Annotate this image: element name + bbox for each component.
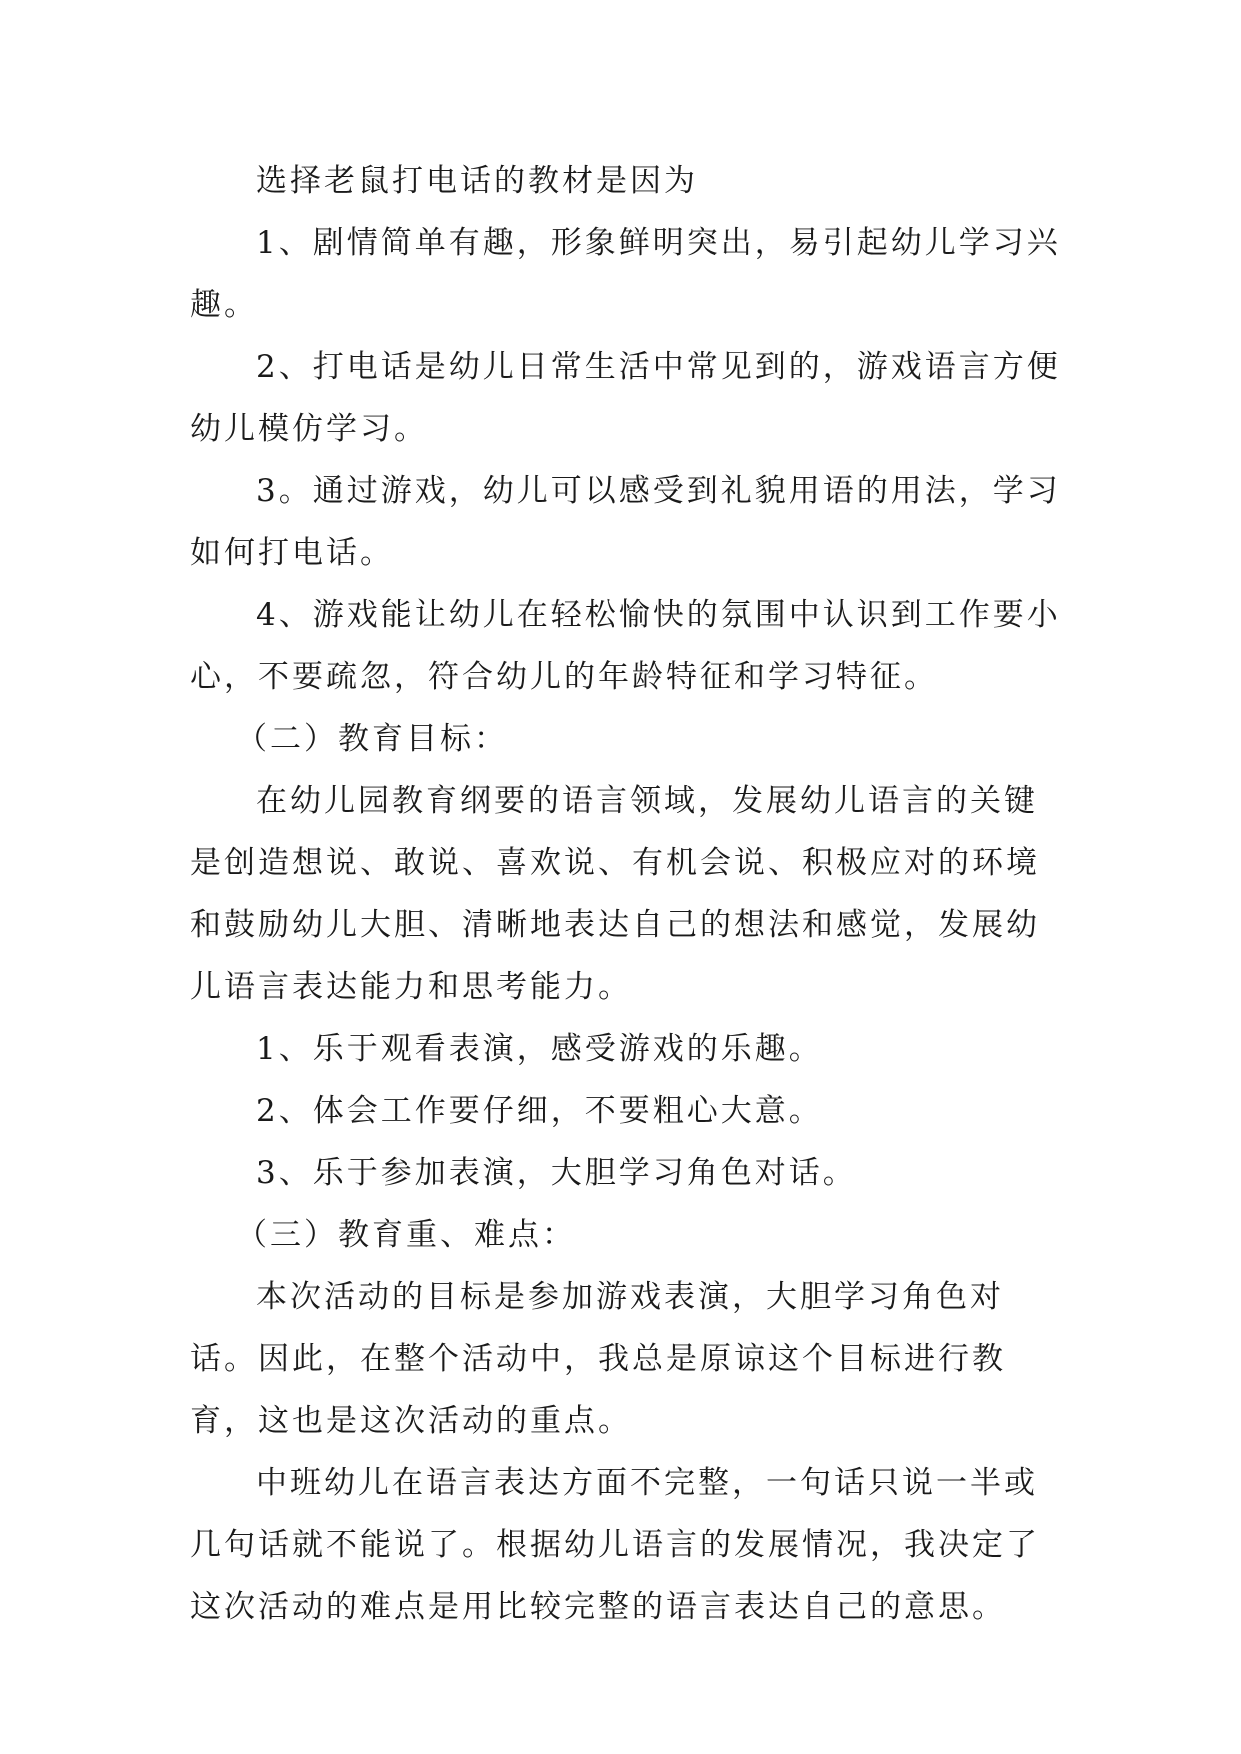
- paragraph-reason-4: 4、游戏能让幼儿在轻松愉快的氛围中认识到工作要小心，不要疏忽，符合幼儿的年龄特征和学习特征。: [190, 597, 1061, 695]
- paragraph-reason-3: 3。通过游戏，幼儿可以感受到礼貌用语的用法，学习如何打电话。: [190, 473, 1061, 571]
- paragraph-intro: 选择老鼠打电话的教材是因为: [256, 163, 698, 199]
- paragraph-reason-1: 1、剧情简单有趣，形象鲜明突出，易引起幼儿学习兴趣。: [190, 225, 1061, 323]
- section-heading-goals: （二）教育目标：: [236, 721, 508, 757]
- document-body: [190, 150, 1070, 1638]
- paragraph-difficulty: 中班幼儿在语言表达方面不完整，一句话只说一半或几句话就不能说了。根据幼儿语言的发展情况，我决定了这次活动的难点是用比较完整的语言表达自己的意思。: [190, 1465, 1040, 1625]
- paragraph-goals-intro: 在幼儿园教育纲要的语言领域，发展幼儿语言的关键是创造想说、敢说、喜欢说、有机会说、积极应对的环境和鼓励幼儿大胆、清晰地表达自己的想法和感觉，发展幼儿语言表达能力和思考能力。: [190, 783, 1040, 1005]
- paragraph-goal-3: 3、乐于参加表演，大胆学习角色对话。: [256, 1155, 857, 1191]
- paragraph-goal-2: 2、体会工作要仔细，不要粗心大意。: [256, 1093, 823, 1129]
- paragraph-key-point: 本次活动的目标是参加游戏表演，大胆学习角色对话。因此，在整个活动中，我总是原谅这个目标进行教育，这也是这次活动的重点。: [190, 1279, 1006, 1439]
- paragraph-goal-1: 1、乐于观看表演，感受游戏的乐趣。: [256, 1031, 823, 1067]
- paragraph-reason-2: 2、打电话是幼儿日常生活中常见到的，游戏语言方便幼儿模仿学习。: [190, 349, 1061, 447]
- section-heading-key-points: （三）教育重、难点：: [236, 1217, 576, 1253]
